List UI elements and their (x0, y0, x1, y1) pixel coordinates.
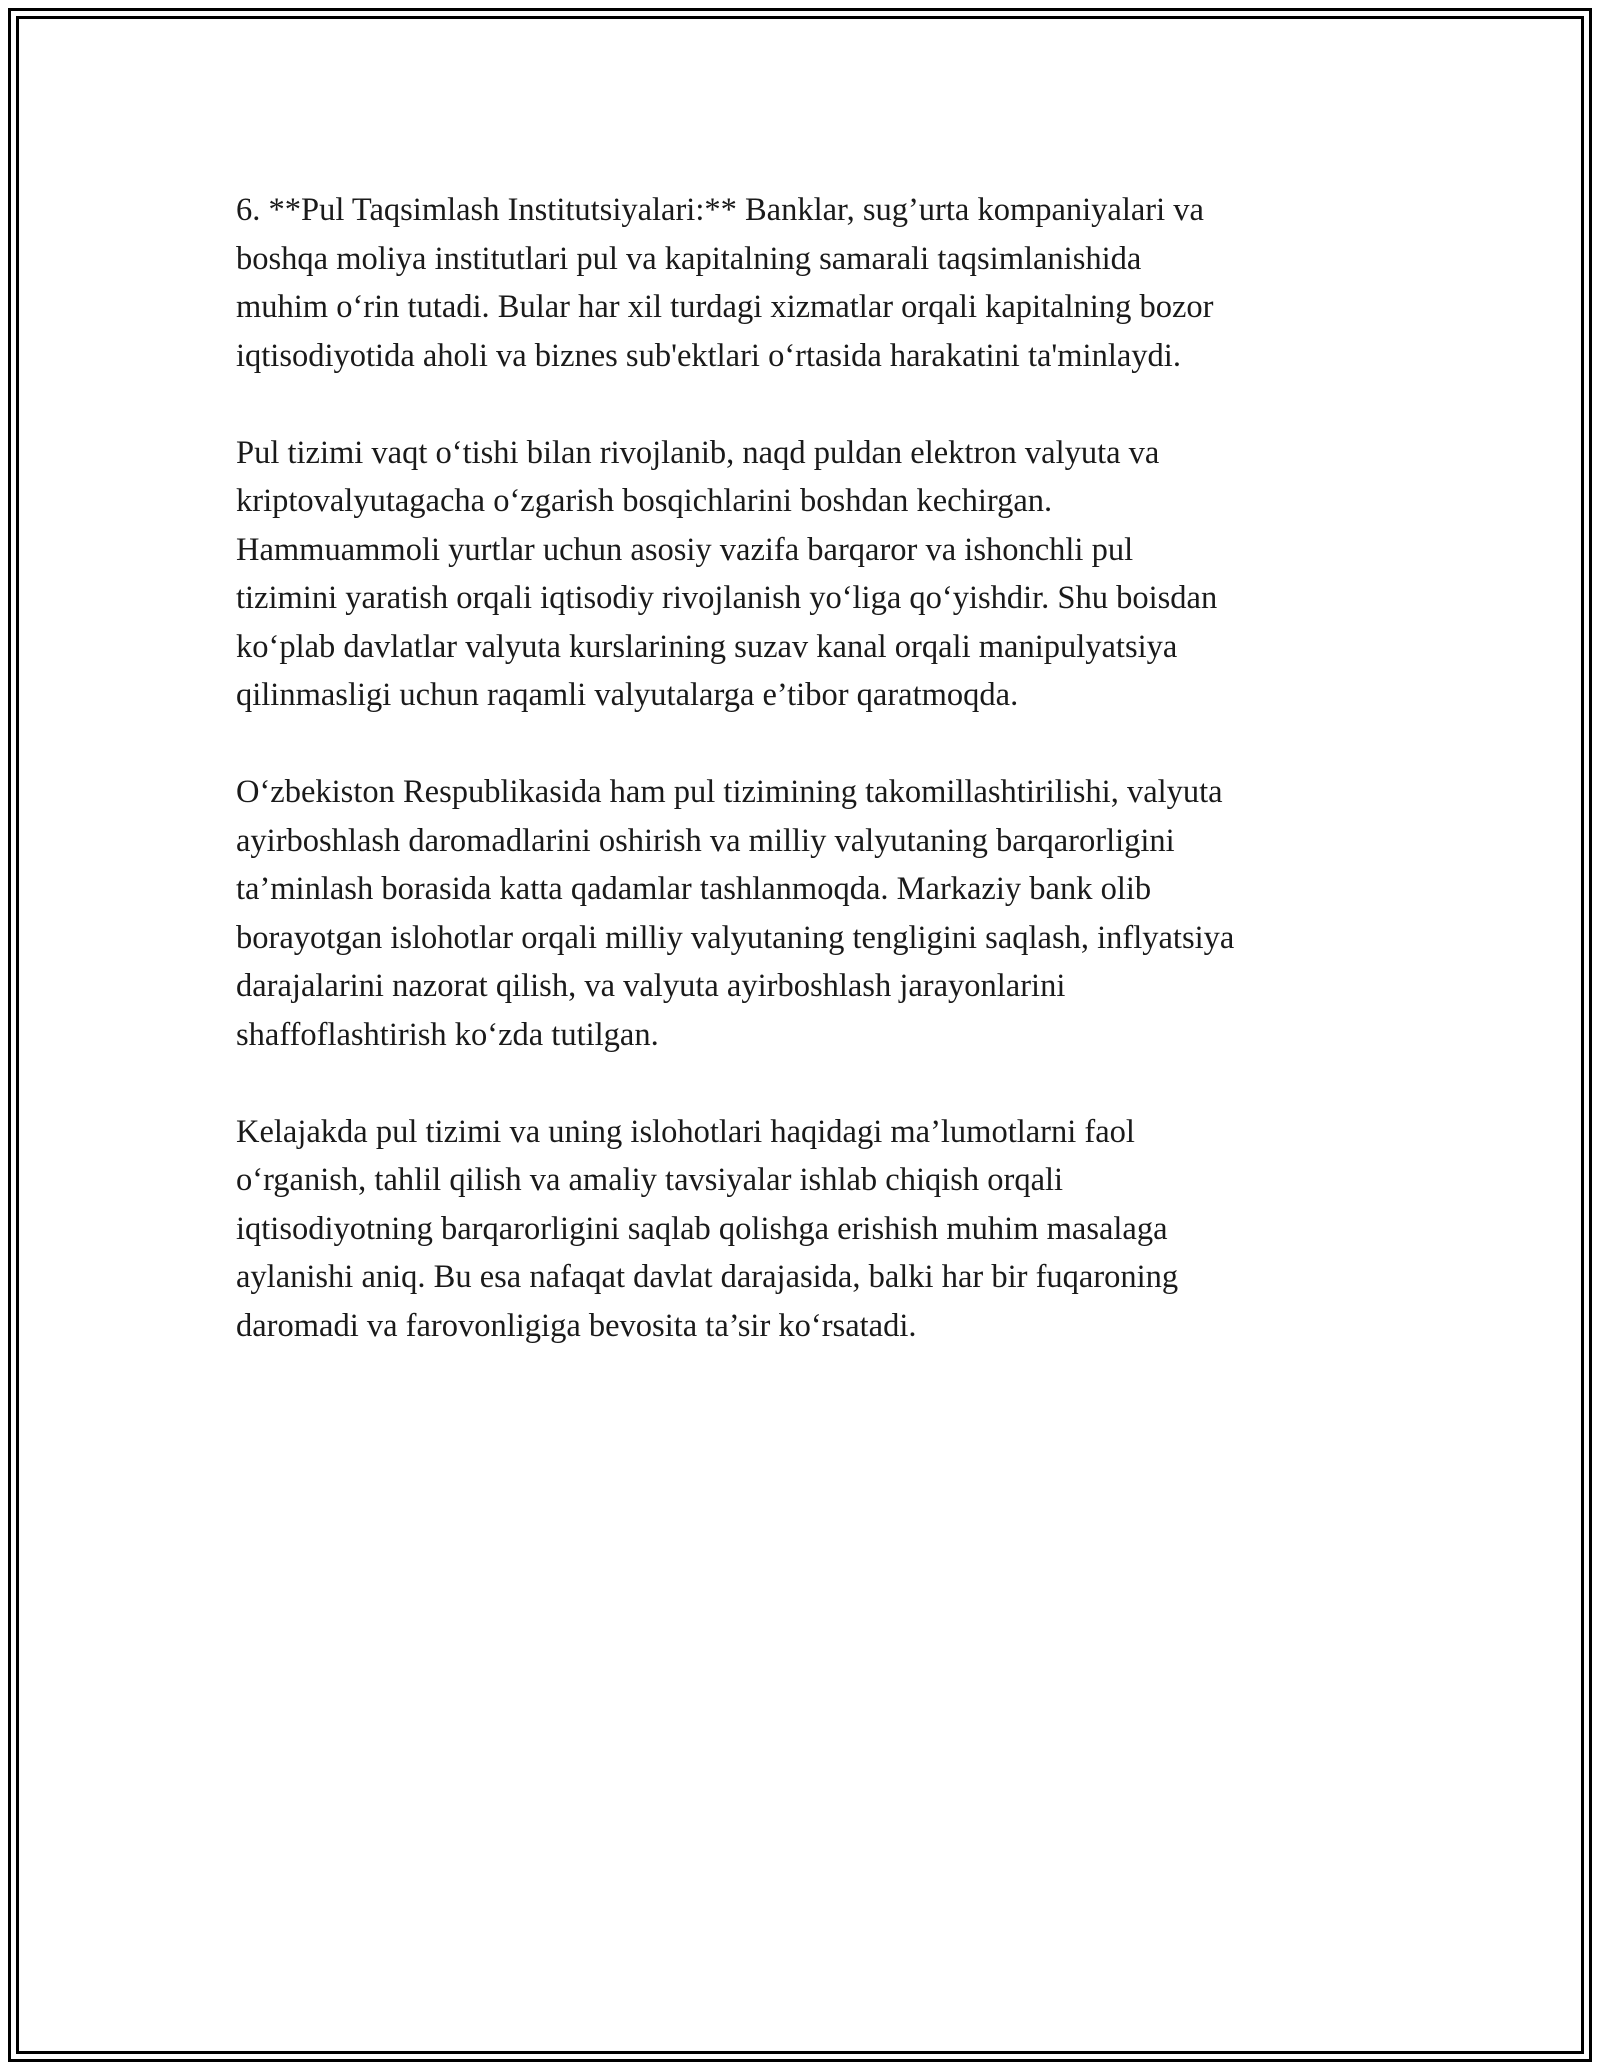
paragraph-monetary-system-evolution: Pul tizimi vaqt oʻtishi bilan rivojlanib, naqd puldan elektron valyuta va kriptovalyutagacha oʻzgarish bosqichlarini boshdan kechirgan. Hammuammoli yurtlar uchun asosiy vazifa barqaror va ishonchli pul tizimini yaratish orqali iqtisodiy rivojlanish yoʻliga qoʻyishdir. Shu boisdan koʻplab davlatlar valyuta kurslarining suzav kanal orqali manipulyatsiya qilinmasligi uchun raqamli valyutalarga e’tibor qaratmoqda. (236, 434, 1218, 713)
paragraph-institutions: 6. **Pul Taqsimlash Institutsiyalari:** Banklar, sug’urta kompaniyalari va boshqa moliya institutlari pul va kapitalning samarali taqsimlanishida muhim oʻrin tutadi. Bular har xil turdagi xizmatlar orqali kapitalning bozor iqtisodiyotida aholi va biznes sub'ektlari oʻrtasida harakatini ta'minlaydi. (236, 192, 1214, 374)
paragraph-uzbekistan-reforms: Oʻzbekiston Respublikasida ham pul tizimining takomillashtirilishi, valyuta ayirboshlash daromadlarini oshirish va milliy valyutaning barqarorligini ta’minlash borasida katta qadamlar tashlanmoqda. Markaziy bank olib borayotgan islohotlar orqali milliy valyutaning tengligini saqlash, inflyatsiya darajalarini nazorat qilish, va valyuta ayirboshlash jarayonlarini shaffoflashtirish koʻzda tutilgan. (236, 774, 1235, 1053)
document-body (236, 186, 1366, 1399)
paragraph-future-outlook: Kelajakda pul tizimi va uning islohotlari haqidagi ma’lumotlarni faol oʻrganish, tahlil qilish va amaliy tavsiyalar ishlab chiqish orqali iqtisodiyotning barqarorligini saqlab qolishga erishish muhim masalaga aylanishi aniq. Bu esa nafaqat davlat darajasida, balki har bir fuqaroning daromadi va farovonligiga bevosita ta’sir koʻrsatadi. (236, 1113, 1179, 1344)
